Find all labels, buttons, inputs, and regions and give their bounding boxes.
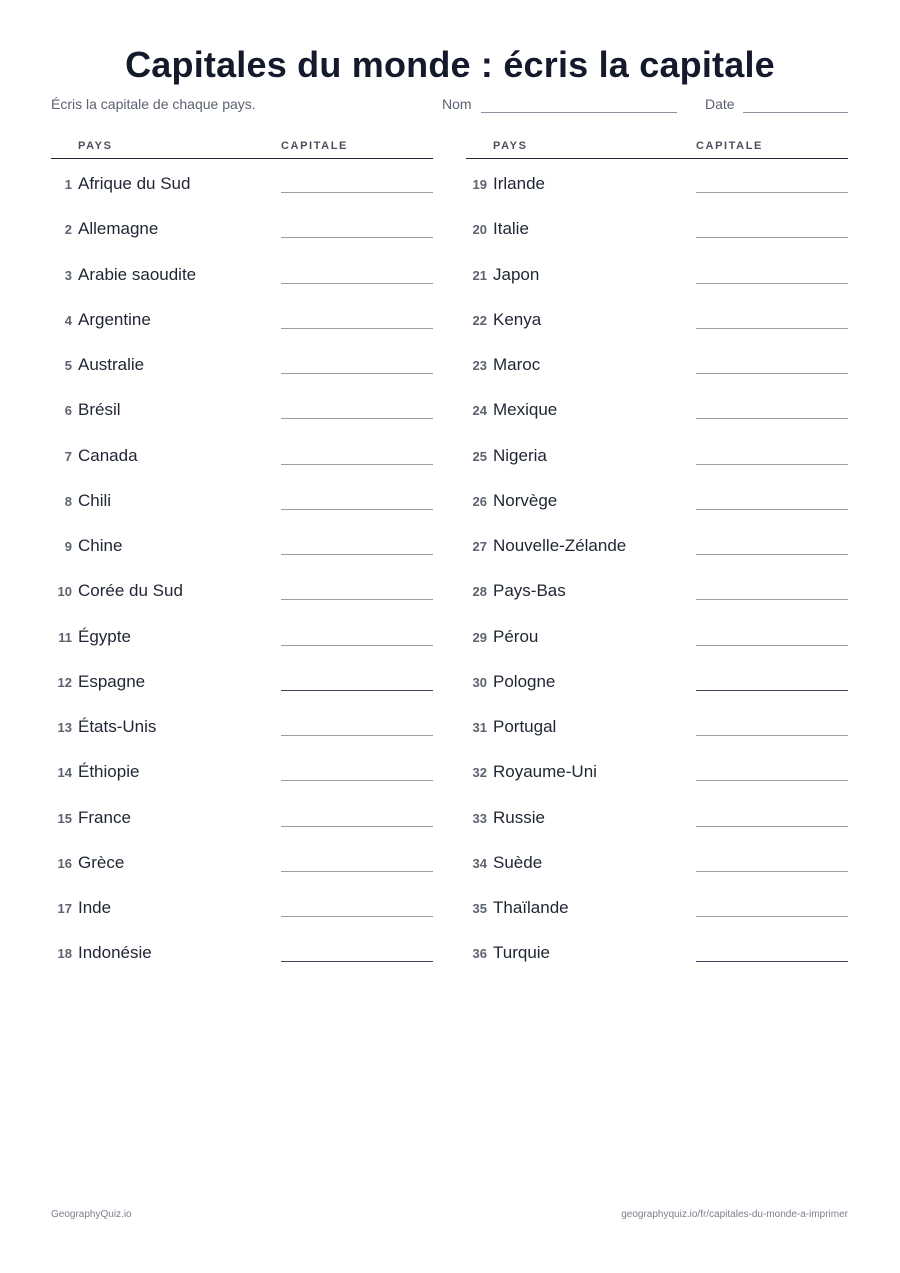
- table-row: [51, 928, 433, 973]
- table-row: [51, 385, 433, 430]
- capital-answer-line[interactable]: [696, 283, 848, 284]
- capital-answer-line[interactable]: [696, 599, 848, 600]
- footer-url: geographyquiz.io/fr/capitales-du-monde-a-imprimer: [621, 1209, 848, 1220]
- table-row: [466, 747, 848, 792]
- country-name: Canada: [78, 445, 138, 465]
- country-name: Argentine: [78, 309, 151, 329]
- country-name: Égypte: [78, 626, 131, 646]
- capital-answer-line[interactable]: [281, 373, 433, 374]
- row-number: 5: [64, 358, 72, 373]
- table-row: [466, 838, 848, 883]
- country-name: Éthiopie: [78, 762, 140, 782]
- country-name: Chili: [78, 490, 112, 510]
- table-row: [51, 612, 433, 657]
- row-number: 17: [57, 901, 72, 916]
- row-number: 36: [472, 946, 487, 962]
- row-number: 21: [472, 267, 487, 283]
- row-number: 16: [57, 855, 72, 871]
- country-name: Mexique: [493, 400, 558, 420]
- table-row: [51, 883, 433, 928]
- table-row: [51, 476, 433, 521]
- table-row: [51, 340, 433, 385]
- table-row: [466, 159, 848, 204]
- capital-answer-line[interactable]: [696, 690, 848, 691]
- table-row: [466, 521, 848, 566]
- table-row: [51, 431, 433, 476]
- country-name: Russie: [493, 807, 545, 827]
- header-capital: CAPITALE: [696, 140, 763, 152]
- row-number: 33: [472, 810, 487, 826]
- table-row: [51, 566, 433, 611]
- capital-answer-line[interactable]: [696, 826, 848, 827]
- table-row: [51, 250, 433, 295]
- table-row: [466, 566, 848, 611]
- country-name: Allemagne: [78, 219, 159, 239]
- table-row: [466, 702, 848, 747]
- country-name: Portugal: [493, 717, 557, 736]
- country-name: Maroc: [493, 355, 541, 374]
- row-number: 1: [64, 177, 72, 192]
- table-row: [51, 295, 433, 340]
- country-name: France: [78, 807, 131, 827]
- capital-answer-line[interactable]: [696, 509, 848, 510]
- capital-answer-line[interactable]: [281, 192, 433, 193]
- row-number: 34: [472, 855, 487, 871]
- capital-answer-line[interactable]: [696, 916, 848, 917]
- country-name: Norvège: [493, 490, 558, 510]
- capital-answer-line[interactable]: [696, 192, 848, 193]
- row-number: 19: [472, 177, 487, 192]
- capital-answer-line[interactable]: [281, 690, 433, 691]
- row-number: 6: [64, 403, 72, 419]
- country-name: Arabie saoudite: [78, 264, 197, 284]
- table-row: [51, 657, 433, 702]
- country-name: Chine: [78, 536, 123, 555]
- right-rows: [466, 159, 848, 974]
- table-row: [51, 159, 433, 204]
- capital-answer-line[interactable]: [281, 961, 433, 962]
- capital-answer-line[interactable]: [696, 961, 848, 962]
- row-number: 27: [472, 539, 487, 554]
- right-column: [466, 138, 848, 974]
- table-row: [51, 793, 433, 838]
- capital-answer-line[interactable]: [281, 554, 433, 555]
- row-number: 20: [472, 222, 487, 238]
- capital-answer-line[interactable]: [281, 916, 433, 917]
- country-name: États-Unis: [78, 717, 157, 736]
- country-name: Inde: [78, 898, 112, 917]
- table-row: [466, 431, 848, 476]
- row-number: 14: [57, 765, 72, 781]
- table-row: [466, 612, 848, 657]
- capital-answer-line[interactable]: [696, 464, 848, 465]
- country-name: Afrique du Sud: [78, 174, 191, 193]
- capital-answer-line[interactable]: [281, 283, 433, 284]
- table-row: [51, 747, 433, 792]
- row-number: 4: [64, 312, 72, 328]
- capital-answer-line[interactable]: [281, 328, 433, 329]
- capital-answer-line[interactable]: [281, 464, 433, 465]
- left-column: [51, 138, 433, 974]
- row-number: 29: [472, 629, 487, 645]
- row-number: 8: [64, 493, 72, 509]
- capital-answer-line[interactable]: [281, 645, 433, 646]
- capital-answer-line[interactable]: [281, 871, 433, 872]
- country-name: Espagne: [78, 671, 146, 691]
- capital-answer-line[interactable]: [696, 645, 848, 646]
- capital-answer-line[interactable]: [281, 826, 433, 827]
- capital-answer-line[interactable]: [696, 554, 848, 555]
- country-name: Brésil: [78, 400, 121, 420]
- row-number: 25: [472, 448, 487, 464]
- left-rows: [51, 159, 433, 974]
- column-header: [51, 138, 433, 159]
- country-name: Suède: [493, 852, 543, 872]
- capital-answer-line[interactable]: [281, 509, 433, 510]
- row-number: 18: [57, 946, 72, 962]
- country-name: Nouvelle-Zélande: [493, 536, 627, 555]
- table-row: [466, 928, 848, 973]
- country-name: Grèce: [78, 852, 125, 872]
- row-number: 23: [472, 358, 487, 373]
- table-row: [51, 702, 433, 747]
- instructions: Écris la capitale de chaque pays.: [51, 96, 256, 112]
- table-row: [466, 883, 848, 928]
- row-number: 11: [58, 629, 72, 645]
- country-name: Royaume-Uni: [493, 762, 597, 782]
- row-number: 24: [472, 403, 487, 419]
- row-number: 35: [472, 901, 487, 916]
- row-number: 7: [64, 448, 72, 464]
- row-number: 32: [472, 765, 487, 781]
- row-number: 10: [57, 584, 72, 600]
- column-header: [466, 138, 848, 159]
- table-row: [466, 250, 848, 295]
- country-name: Italie: [493, 219, 529, 239]
- table-row: [466, 476, 848, 521]
- country-name: Indonésie: [78, 943, 152, 963]
- row-number: 26: [472, 493, 487, 509]
- name-label: Nom: [442, 96, 472, 112]
- row-number: 22: [472, 312, 487, 328]
- row-number: 30: [472, 674, 487, 690]
- page-title: Capitales du monde : écris la capitale: [125, 44, 775, 85]
- capital-answer-line[interactable]: [696, 735, 848, 736]
- capital-answer-line[interactable]: [281, 237, 433, 238]
- row-number: 15: [57, 810, 72, 826]
- row-number: 13: [57, 720, 72, 735]
- country-name: Pologne: [493, 671, 556, 691]
- country-name: Australie: [78, 355, 145, 374]
- country-name: Corée du Sud: [78, 581, 183, 601]
- capital-answer-line[interactable]: [281, 735, 433, 736]
- table-row: [51, 204, 433, 249]
- table-row: [51, 838, 433, 883]
- row-number: 3: [64, 267, 72, 283]
- capital-answer-line[interactable]: [281, 780, 433, 781]
- header-capital: CAPITALE: [281, 140, 348, 152]
- capital-answer-line[interactable]: [696, 418, 848, 419]
- capital-answer-line[interactable]: [281, 418, 433, 419]
- capital-answer-line[interactable]: [696, 373, 848, 374]
- header-country: PAYS: [493, 140, 528, 152]
- table-row: [466, 295, 848, 340]
- row-number: 9: [64, 539, 72, 554]
- country-name: Pays-Bas: [493, 581, 566, 601]
- country-name: Irlande: [493, 174, 545, 193]
- table-row: [466, 793, 848, 838]
- footer-brand: GeographyQuiz.io: [51, 1209, 132, 1220]
- row-number: 28: [472, 584, 487, 600]
- capital-answer-line[interactable]: [696, 871, 848, 872]
- table-row: [466, 385, 848, 430]
- country-name: Pérou: [493, 626, 539, 646]
- date-field[interactable]: [743, 112, 848, 113]
- country-name: Nigeria: [493, 445, 547, 465]
- capital-answer-line[interactable]: [696, 780, 848, 781]
- header-country: PAYS: [78, 140, 113, 152]
- country-name: Thaïlande: [493, 898, 569, 917]
- row-number: 2: [64, 222, 72, 238]
- capital-answer-line[interactable]: [696, 237, 848, 238]
- country-name: Japon: [493, 264, 540, 284]
- capital-answer-line[interactable]: [281, 599, 433, 600]
- table-row: [466, 204, 848, 249]
- table-row: [51, 521, 433, 566]
- capital-answer-line[interactable]: [696, 328, 848, 329]
- name-field[interactable]: [481, 112, 677, 113]
- date-label: Date: [705, 96, 735, 112]
- country-name: Kenya: [493, 309, 542, 329]
- country-name: Turquie: [493, 943, 551, 963]
- table-row: [466, 657, 848, 702]
- row-number: 12: [57, 674, 72, 690]
- table-row: [466, 340, 848, 385]
- row-number: 31: [472, 720, 487, 735]
